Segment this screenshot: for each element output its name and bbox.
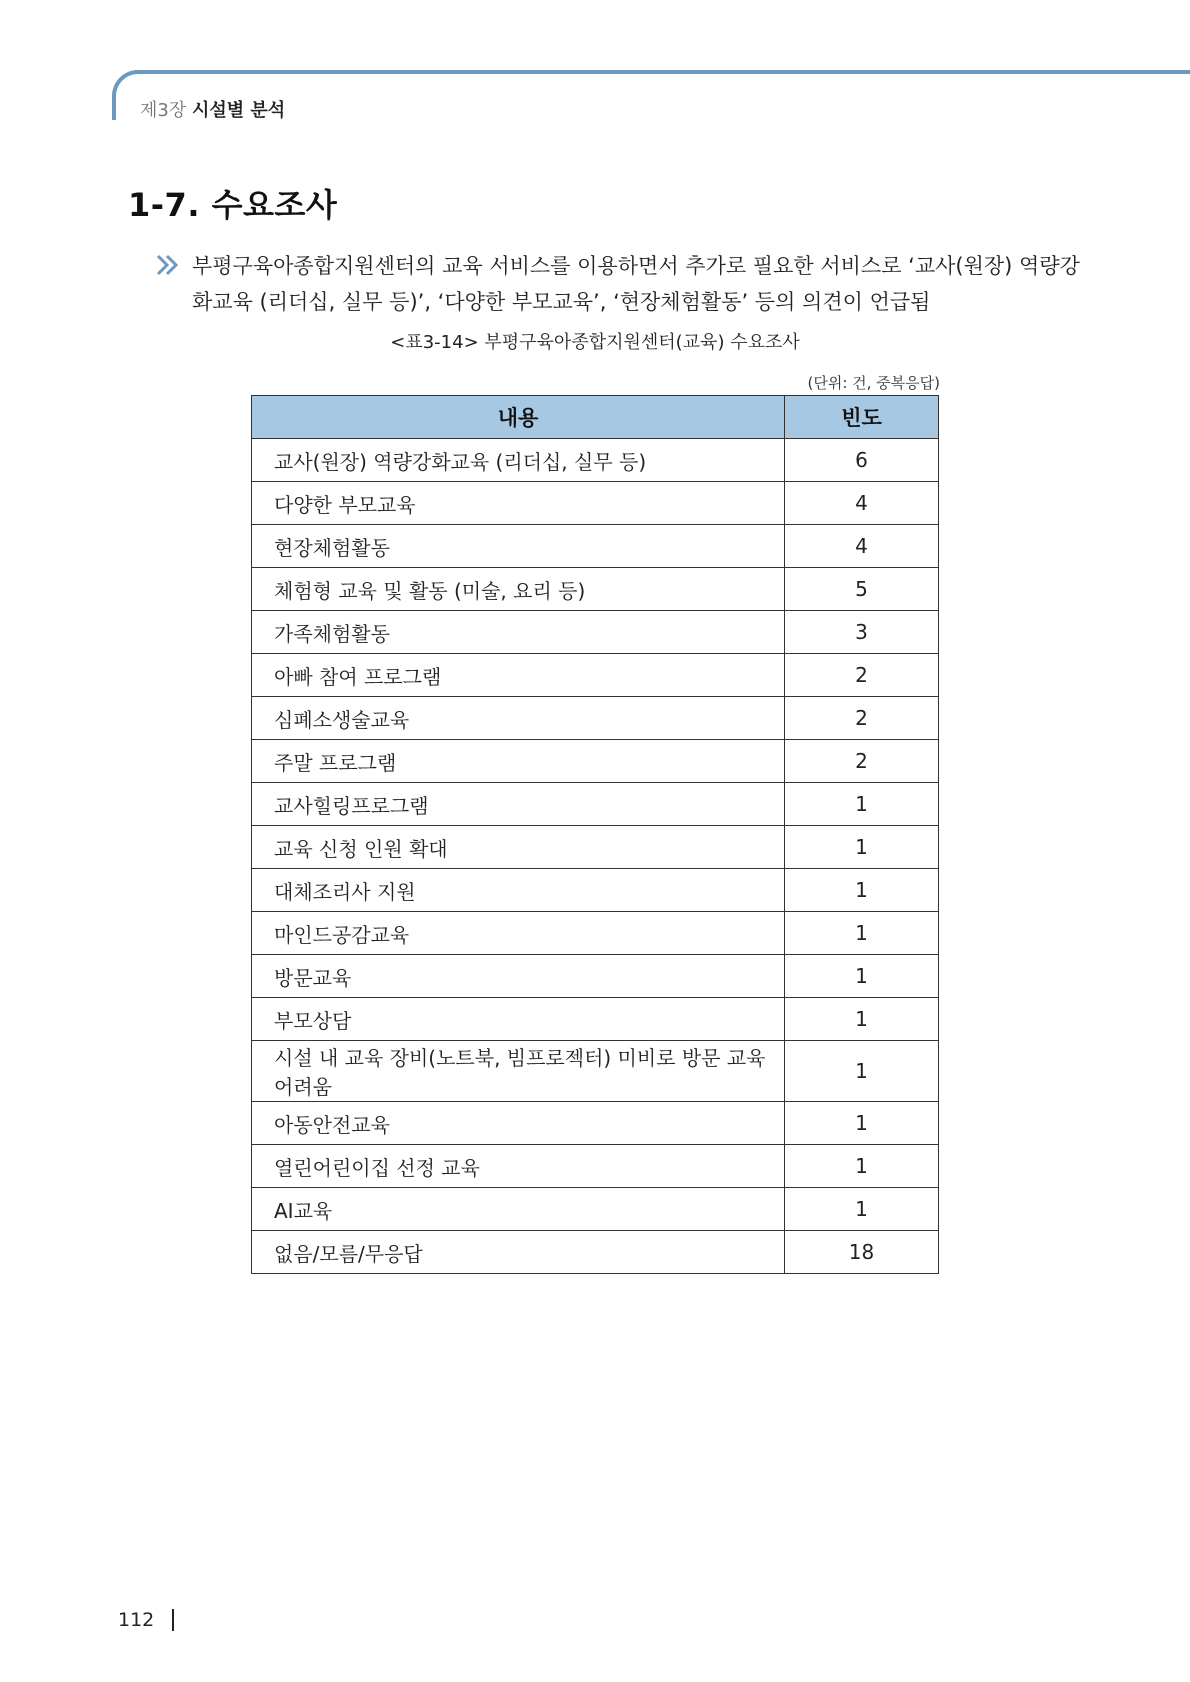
row-content-cell: 가족체험활동 (252, 611, 785, 654)
row-frequency-cell: 6 (785, 439, 939, 482)
table-row (252, 654, 939, 697)
summary-paragraph: 부평구육아종합지원센터의 교육 서비스를 이용하면서 추가로 필요한 서비스로 ‘교사(원장) 역량강화교육 (리더십, 실무 등)’, ‘다양한 부모교육’, ‘현장체험활동’ 등의 의견이 언급됨 (192, 254, 1080, 314)
column-header-frequency: 빈도 (785, 396, 939, 439)
row-frequency-cell: 1 (785, 826, 939, 869)
table-unit-note: (단위: 건, 중복응답) (807, 374, 940, 392)
row-content-cell: 부모상담 (252, 998, 785, 1041)
row-content-cell: 심폐소생술교육 (252, 697, 785, 740)
row-frequency-cell: 5 (785, 568, 939, 611)
table-row (252, 1231, 939, 1274)
row-frequency-cell: 2 (785, 697, 939, 740)
row-content-cell: 열린어린이집 선정 교육 (252, 1145, 785, 1188)
column-header-content: 내용 (252, 396, 785, 439)
row-content-cell: 대체조리사 지원 (252, 869, 785, 912)
table-row (252, 525, 939, 568)
table-row (252, 568, 939, 611)
row-content-cell: 체험형 교육 및 활동 (미술, 요리 등) (252, 568, 785, 611)
row-content-cell: 교육 신청 인원 확대 (252, 826, 785, 869)
row-frequency-cell: 1 (785, 955, 939, 998)
row-content-cell: 아동안전교육 (252, 1102, 785, 1145)
table-row (252, 482, 939, 525)
table-row (252, 783, 939, 826)
row-frequency-cell: 2 (785, 740, 939, 783)
table-row (252, 1102, 939, 1145)
section-title: 1-7. 수요조사 (128, 186, 338, 224)
row-frequency-cell: 1 (785, 1041, 939, 1102)
row-frequency-cell: 1 (785, 1188, 939, 1231)
row-content-cell: 교사(원장) 역량강화교육 (리더십, 실무 등) (252, 439, 785, 482)
table-header-row (252, 396, 939, 439)
table-row (252, 869, 939, 912)
row-content-cell: 방문교육 (252, 955, 785, 998)
row-content-cell: 주말 프로그램 (252, 740, 785, 783)
row-content-cell: 아빠 참여 프로그램 (252, 654, 785, 697)
row-frequency-cell: 1 (785, 998, 939, 1041)
table-row (252, 826, 939, 869)
row-frequency-cell: 4 (785, 525, 939, 568)
demand-survey-table (251, 395, 939, 1274)
table-row (252, 611, 939, 654)
table-row (252, 1041, 939, 1102)
row-frequency-cell: 4 (785, 482, 939, 525)
row-content-cell: 현장체험활동 (252, 525, 785, 568)
row-content-cell: 없음/모름/무응답 (252, 1231, 785, 1274)
table-row (252, 697, 939, 740)
chapter-name: 시설별 분석 (191, 100, 286, 121)
table-row (252, 1145, 939, 1188)
row-frequency-cell: 1 (785, 1102, 939, 1145)
page-number-separator (172, 1609, 174, 1631)
table-row (252, 740, 939, 783)
table-row (252, 912, 939, 955)
row-frequency-cell: 1 (785, 912, 939, 955)
row-frequency-cell: 3 (785, 611, 939, 654)
double-chevron-right-icon (155, 253, 183, 277)
table-row (252, 439, 939, 482)
table-row (252, 955, 939, 998)
row-frequency-cell: 1 (785, 869, 939, 912)
row-content-cell: 마인드공감교육 (252, 912, 785, 955)
row-content-cell: AI교육 (252, 1188, 785, 1231)
table-row (252, 1188, 939, 1231)
chapter-header (140, 96, 285, 122)
chapter-number: 제3장 (140, 100, 187, 121)
row-content-cell: 다양한 부모교육 (252, 482, 785, 525)
row-content-cell: 교사힐링프로그램 (252, 783, 785, 826)
row-content-cell: 시설 내 교육 장비(노트북, 빔프로젝터) 미비로 방문 교육 어려움 (252, 1041, 785, 1102)
row-frequency-cell: 18 (785, 1231, 939, 1274)
page-number: 112 (118, 1609, 155, 1631)
row-frequency-cell: 1 (785, 1145, 939, 1188)
row-frequency-cell: 1 (785, 783, 939, 826)
row-frequency-cell: 2 (785, 654, 939, 697)
table-caption: <표3-14> 부평구육아종합지원센터(교육) 수요조사 (390, 332, 800, 353)
table-row (252, 998, 939, 1041)
